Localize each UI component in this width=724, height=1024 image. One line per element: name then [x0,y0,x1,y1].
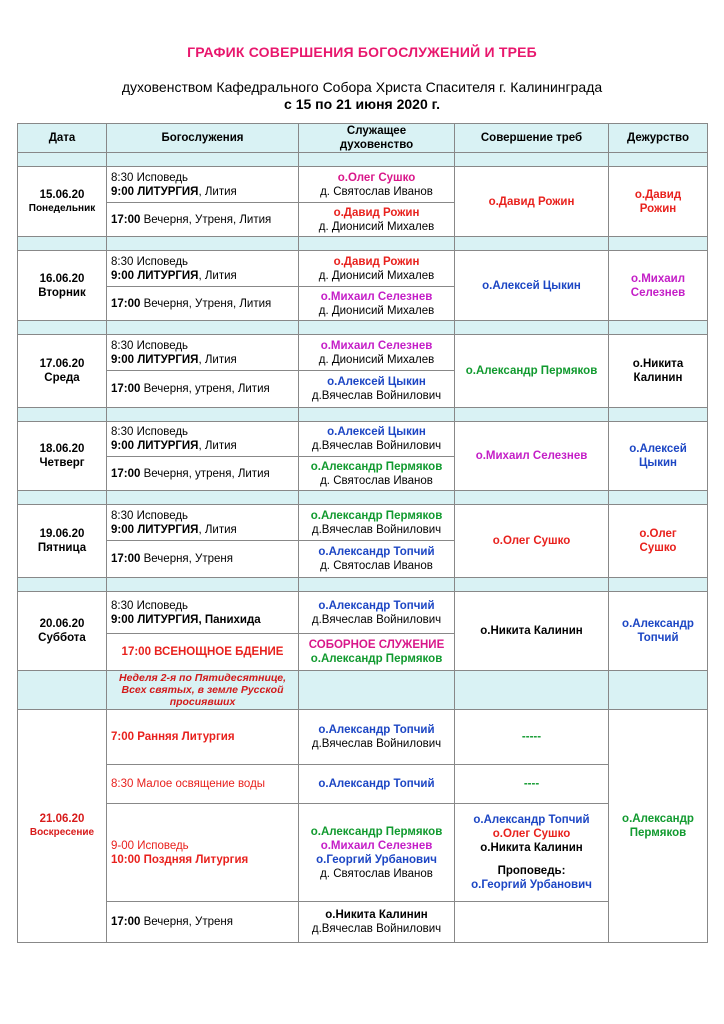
day-row [18,505,708,541]
spacer-row [18,237,708,251]
date-cell [18,251,107,321]
date-cell [18,422,107,491]
service-early-liturgy: 7:00 Ранняя Литургия [107,710,299,765]
priest: о.Олег Сушко [492,828,571,840]
morning-clergy [299,251,455,287]
sermon-label: Проповедь: [497,865,566,877]
evening-service [107,371,299,408]
service-line: 8:30 Исповедь [111,509,189,522]
service-rest: , Лития [198,269,237,282]
date-value: 18.06.20 [39,443,85,455]
service-time: 17:00 [111,553,141,565]
duty-l2: Селезнев [630,286,686,299]
morning-clergy [299,592,455,634]
date-value: 16.06.20 [39,272,85,285]
page-period: с 15 по 21 июня 2020 г. [284,96,440,112]
evening-clergy [299,203,455,237]
service-time: 9:00 ЛИТУРГИЯ [111,523,199,536]
priest: о.Давид Рожин [333,206,420,219]
schedule-table [17,123,708,943]
service-water-blessing: 8:30 Малое освящение воды [107,765,299,804]
spacer-row [18,153,708,167]
priest: о.Михаил Селезнев [320,339,433,352]
deacon: д.Вячеслав Войнилович [311,613,442,626]
duty-l1: о.Олег [639,528,677,540]
deacon: д. Святослав Иванов [320,474,433,487]
morning-service [107,251,299,287]
priest: о.Алексей Цыкин [327,426,426,438]
service-line: 9-00 Исповедь [111,839,189,852]
deacon: д. Дионисий Михалев [318,353,435,366]
col-date: Дата [18,124,107,153]
rites-cell: ----- [455,710,609,765]
date-value: 20.06.20 [39,618,85,630]
rites-cell: о.Александр Пермяков [455,335,609,408]
deacon: д.Вячеслав Войнилович [311,923,442,935]
date-cell [18,505,107,578]
priest: о.Александр Топчий [318,599,435,612]
deacon: д. Дионисий Михалев [318,304,435,317]
date-value: 15.06.20 [39,188,85,201]
evening-service [107,902,299,943]
rites-cell: о.Давид Рожин [455,167,609,237]
service-late-liturgy [107,804,299,902]
deacon: д. Святослав Иванов [320,867,433,880]
duty-l1: о.Никита [632,358,684,370]
service-time: 9:00 ЛИТУРГИЯ [111,613,199,626]
page-title: ГРАФИК СОВЕРШЕНИЯ БОГОСЛУЖЕНИЙ И ТРЕБ [187,44,537,60]
service-rest: Вечерня, Утреня, Лития [140,297,272,310]
priest: о.Александр Пермяков [310,509,443,522]
deacon: о.Александр Пермяков [310,653,443,665]
duty-cell [609,505,708,578]
service-rest: , Лития [198,353,237,366]
weekday: Среда [44,372,80,384]
day-row [18,592,708,634]
spacer-row [18,578,708,592]
deacon: д.Вячеслав Войнилович [311,738,442,750]
evening-service [107,203,299,237]
priest: о.Александр Топчий [473,814,590,826]
morning-service [107,592,299,634]
date-cell [18,592,107,671]
service-rest: Вечерня, Утреня [140,916,233,928]
evening-clergy [299,457,455,491]
col-rites: Совершение треб [455,124,609,153]
col-clergy-l1: Служащее [346,125,407,137]
col-clergy-l2: духовенство [339,139,414,151]
service-line: 10:00 Поздняя Литургия [111,853,249,866]
evening-clergy [299,371,455,408]
service-line: 8:30 Исповедь [111,171,189,184]
date-value: 19.06.20 [39,528,85,540]
morning-service [107,335,299,371]
priest: о.Михаил Селезнев [320,290,433,303]
service-line: 8:30 Исповедь [111,339,189,352]
duty-l1: о.Михаил [630,272,686,285]
evening-clergy [299,287,455,321]
date-value: 17.06.20 [39,358,85,370]
morning-service [107,505,299,541]
clergy-late [299,804,455,902]
clergy-early [299,710,455,765]
morning-clergy [299,167,455,203]
weekday: Вторник [38,286,86,299]
deacon: д. Святослав Иванов [320,185,433,198]
weekday: Пятница [37,542,87,554]
duty-l1: о.Александр [622,813,694,825]
duty-l1: о.Алексей [629,443,687,455]
date-cell [18,710,107,943]
day-row [18,422,708,457]
duty-l2: Сушко [639,542,677,554]
duty-cell [609,335,708,408]
evening-service [107,287,299,321]
service-time: 17:00 [111,213,141,226]
week-note-row [18,671,708,710]
deacon: д. Святослав Иванов [320,560,433,572]
morning-service [107,422,299,457]
duty-cell [609,592,708,671]
priest: о.Александр Пермяков [310,460,443,473]
date-cell [18,335,107,408]
service-time: 9:00 ЛИТУРГИЯ [111,353,199,366]
weekday: Воскресение [29,827,95,838]
day-row [18,335,708,371]
deacon: д.Вячеслав Войнилович [311,390,442,402]
service-time: 17:00 [111,916,141,928]
weekday: Понедельник [28,202,96,214]
service-rest: , Лития [198,185,237,198]
morning-clergy [299,422,455,457]
evening-clergy [299,541,455,578]
duty-l1: о.Александр [622,618,694,630]
day-row [18,804,708,902]
service-line: 8:30 Исповедь [111,599,189,612]
evening-service: 17:00 ВСЕНОЩНОЕ БДЕНИЕ [107,634,299,671]
service-time: 17:00 [111,467,141,480]
day-row [18,167,708,203]
service-rest: Вечерня, утреня, Лития [140,467,270,480]
spacer-row [18,491,708,505]
evening-service [107,541,299,578]
priest: о.Георгий Урбанович [316,853,437,866]
service-time: 9:00 ЛИТУРГИЯ [111,185,199,198]
service-rest: Вечерня, Утреня, Лития [140,213,272,226]
duty-l1: о.Давид [634,188,682,201]
deacon: д.Вячеслав Войнилович [311,440,442,452]
service-line: 8:30 Исповедь [111,426,189,438]
priest: о.Александр Топчий [318,546,435,558]
duty-cell [609,167,708,237]
priest: о.Александр Пермяков [310,825,443,838]
service-line: 8:30 Исповедь [111,255,189,268]
evening-service [107,457,299,491]
col-duty: Дежурство [609,124,708,153]
service-time: 17:00 [111,297,141,310]
duty-l2: Рожин [639,202,677,215]
weekday: Суббота [38,632,86,644]
priest: о.Никита Калинин [480,842,583,854]
priest: о.Александр Топчий [318,724,435,736]
header-row [18,124,708,153]
service-rest: , Лития [198,523,237,536]
clergy-water: о.Александр Топчий [299,765,455,804]
rites-cell [455,804,609,902]
priest: о.Давид Рожин [333,255,420,268]
col-clergy [299,124,455,153]
day-row [18,765,708,804]
day-row [18,251,708,287]
spacer-row [18,408,708,422]
service-time: 17:00 [111,383,141,395]
priest: о.Михаил Селезнев [320,839,433,852]
priest: о.Алексей Цыкин [327,376,426,388]
rites-cell: о.Михаил Селезнев [455,422,609,491]
morning-clergy [299,335,455,371]
deacon: д. Дионисий Михалев [318,220,435,233]
priest: о.Никита Калинин [325,909,428,921]
service-rest: , Панихида [198,613,261,626]
service-rest: Вечерня, Утреня [140,553,233,565]
duty-l2: Пермяков [629,827,687,839]
evening-clergy [299,902,455,943]
morning-service [107,167,299,203]
spacer-row [18,321,708,335]
rites-cell: о.Алексей Цыкин [455,251,609,321]
duty-cell [609,422,708,491]
page-subtitle: духовенством Кафедрального Собора Христа Спасителя г. Калининграда [121,79,603,95]
day-row [18,902,708,943]
weekday: Четверг [39,457,85,469]
col-services: Богослужения [107,124,299,153]
morning-clergy [299,505,455,541]
duty-cell [609,710,708,943]
duty-l2: Топчий [637,632,679,644]
rites-cell: о.Олег Сушко [455,505,609,578]
date-value: 21.06.20 [39,813,85,825]
note-l2: Всех святых, в земле Русской [121,684,284,696]
service-time: 9:00 ЛИТУРГИЯ [111,440,199,452]
service-rest: Вечерня, утреня, Лития [140,383,270,395]
service-time: 9:00 ЛИТУРГИЯ [111,269,199,282]
evening-clergy [299,634,455,671]
note-l3: просиявших [169,696,236,708]
deacon: д.Вячеслав Войнилович [311,523,442,536]
rites-cell: ---- [455,765,609,804]
week-note [107,671,299,710]
service-rest: , Лития [198,440,237,452]
note-l1: Неделя 2-я по Пятидесятнице, [118,672,287,684]
priest: о.Олег Сушко [337,171,416,184]
date-cell [18,167,107,237]
priest: о.Георгий Урбанович [471,879,592,891]
day-row [18,710,708,765]
rites-cell: о.Никита Калинин [455,592,609,671]
priest: СОБОРНОЕ СЛУЖЕНИЕ [308,639,445,651]
duty-l2: Калинин [633,372,683,384]
deacon: д. Дионисий Михалев [318,269,435,282]
duty-l2: Цыкин [639,457,677,469]
duty-cell [609,251,708,321]
